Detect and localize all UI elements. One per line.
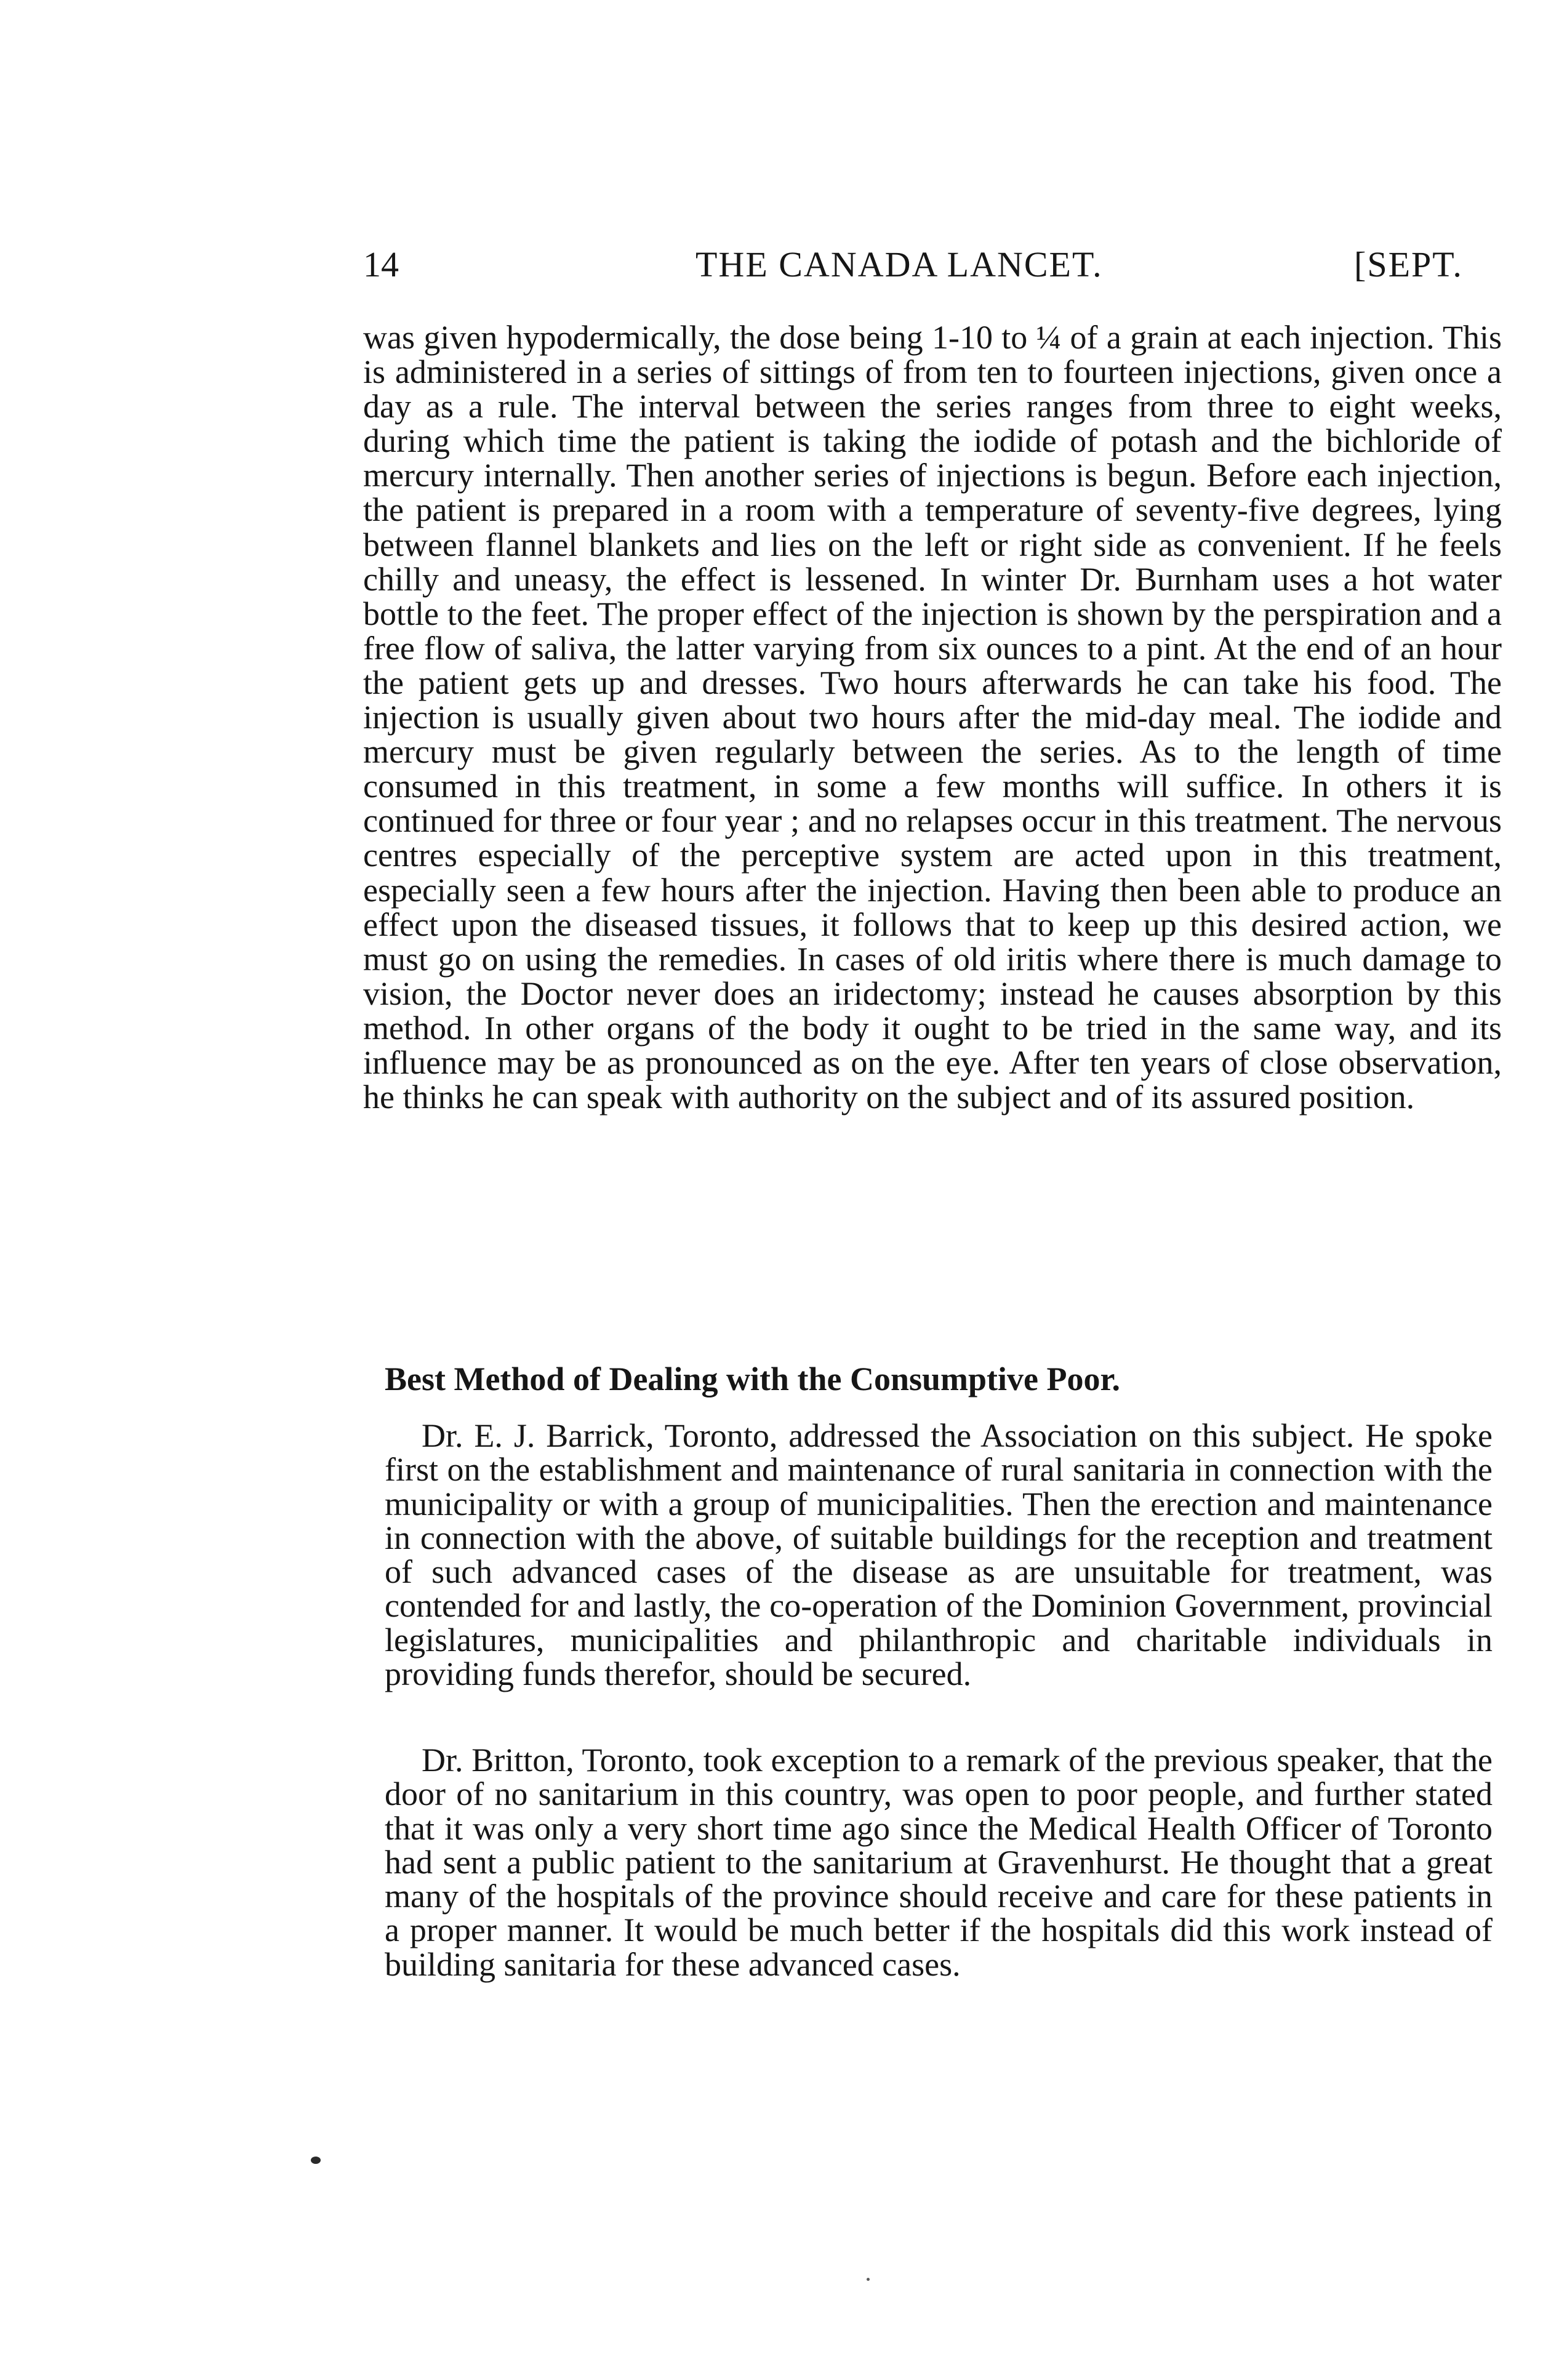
section-heading: Best Method of Dealing with the Consumptive Poor. — [385, 1361, 1120, 1397]
continued-paragraph: was given hypodermically, the dose being 1-10 to ¼ of a grain at each injection. This is administered in a series of sittings of from ten to fourteen injections, given once a day as a rule. The interval between the series ranges from three to eight weeks, during which time the patient is taking the iodide of potash and the bichloride of mercury internally. Then another series of injections is begun. Before each injection, the patient is prepared in a room with a temperature of seventy-five degrees, lying between flannel blankets and lies on the left or right side as convenient. If he feels chilly and uneasy, the effect is lessened. In winter Dr. Burnham uses a hot water bottle to the feet. The proper effect of the injection is shown by the perspiration and a free flow of saliva, the latter varying from six ounces to a pint. At the end of an hour the patient gets up and dresses. Two hours afterwards he can take his food. The injection is usually given about two hours after the mid-day meal. The iodide and mercury must be given regularly between the series. As to the length of time consumed in this treatment, in some a few months will suffice. In others it is continued for three or four year ; and no relapses occur in this treatment. The nervous centres especially of the perceptive system are acted upon in this treatment, especially seen a few hours after the injection. Having then been able to produce an effect upon the diseased tissues, it follows that to keep up this desired action, we must go on using the remedies. In cases of old iritis where there is much damage to vision, the Doctor never does an iridectomy; instead he causes absorption by this method. In other organs of the body it ought to be tried in the same way, and its influence may be as pronounced as on the eye. After ten years of close observation, he thinks he can speak with authority on the subject and of its assured position. — [363, 319, 1502, 1116]
paragraph-britton: Dr. Britton, Toronto, took exception to a remark of the previous speaker, that the door of no sanitarium in this country, was open to poor people, and further stated that it was only a very short time ago since the Medical Health Officer of Toronto had sent a public patient to the sanitarium at Gravenhurst. He thought that a great many of the hospitals of the province should receive and care for these patients in a proper manner. It would be much better if the hospitals did this work instead of building sanitaria for these advanced cases. — [385, 1742, 1493, 1983]
issue-month-mark: [SEPT. — [1354, 244, 1463, 284]
page-number: 14 — [363, 244, 399, 284]
ink-dot — [867, 2278, 870, 2281]
running-head — [363, 243, 1502, 286]
journal-title: THE CANADA LANCET. — [695, 244, 1103, 284]
paragraph-barrick: Dr. E. J. Barrick, Toronto, addressed the Association on this subject. He spoke first on the establishment and maintenance of rural sanitaria in connection with the municipality or with a group of municipalities. Then the erection and maintenance in connection with the above, of suitable buildings for the reception and treatment of such advanced cases of the disease as are unsuitable for treatment, was contended for and lastly, the co-operation of the Dominion Government, provincial legislatures, municipalities and philanthropic and charitable individuals in providing funds therefor, should be secured. — [385, 1417, 1493, 1693]
ink-speck — [311, 2157, 321, 2164]
